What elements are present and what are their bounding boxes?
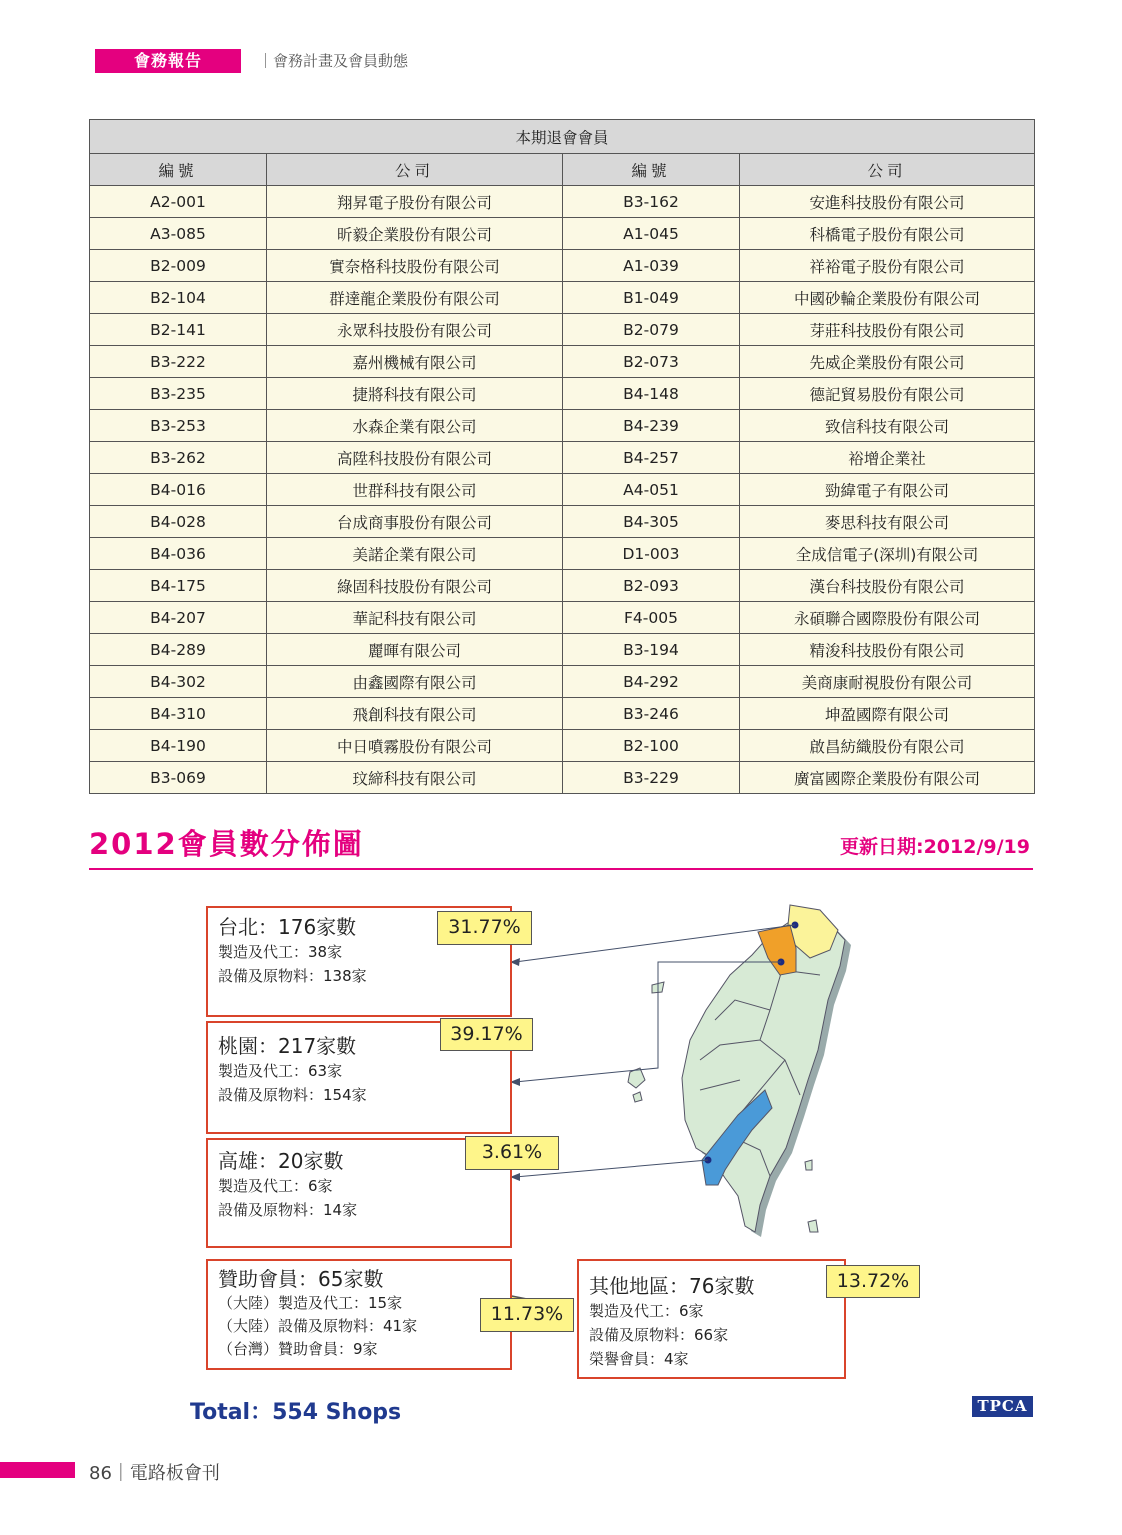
update-date: 更新日期:2012/9/19	[839, 836, 1030, 858]
company-name-cell: 裕增企業社	[740, 442, 1035, 474]
table-caption: 本期退會會員	[90, 120, 1035, 154]
member-id-cell: B4-207	[90, 602, 267, 634]
region-line: （台灣）贊助會員：9家	[218, 1340, 378, 1358]
company-name-cell: 中日噴霧股份有限公司	[267, 730, 563, 762]
company-name-cell: 高陞科技股份有限公司	[267, 442, 563, 474]
member-id-cell: B3-262	[90, 442, 267, 474]
company-name-cell: 勁緯電子有限公司	[740, 474, 1035, 506]
member-id-cell: A2-001	[90, 186, 267, 218]
member-id-cell: B2-073	[563, 346, 740, 378]
region-title: 桃園：217家數	[218, 1034, 357, 1058]
member-id-cell: B4-292	[563, 666, 740, 698]
company-name-cell: 永碩聯合國際股份有限公司	[740, 602, 1035, 634]
member-id-cell: B4-289	[90, 634, 267, 666]
region-line: 設備及原物料：66家	[589, 1326, 729, 1344]
member-id-cell: B3-222	[90, 346, 267, 378]
company-name-cell: 飛創科技有限公司	[267, 698, 563, 730]
region-line: 設備及原物料：154家	[218, 1086, 367, 1104]
company-name-cell: 全成信電子(深圳)有限公司	[740, 538, 1035, 570]
company-name-cell: 科橋電子股份有限公司	[740, 218, 1035, 250]
section-subtitle: ｜會務計畫及會員動態	[258, 52, 409, 70]
member-id-cell: B2-100	[563, 730, 740, 762]
company-name-cell: 先威企業股份有限公司	[740, 346, 1035, 378]
region-card-other	[577, 1259, 846, 1379]
member-id-cell: B3-162	[563, 186, 740, 218]
company-name-cell: 啟昌紡織股份有限公司	[740, 730, 1035, 762]
company-name-cell: 坤盈國際有限公司	[740, 698, 1035, 730]
region-line: （大陸）設備及原物料：41家	[218, 1317, 418, 1335]
member-id-cell: D1-003	[563, 538, 740, 570]
member-id-cell: B4-239	[563, 410, 740, 442]
pct-badge-other: 13.72%	[826, 1265, 920, 1298]
region-title: 其他地區：76家數	[589, 1274, 755, 1298]
company-name-cell: 漢台科技股份有限公司	[740, 570, 1035, 602]
region-line: 製造及代工：63家	[218, 1062, 343, 1080]
company-name-cell: 翔昇電子股份有限公司	[267, 186, 563, 218]
member-id-cell: B4-148	[563, 378, 740, 410]
member-id-cell: A1-039	[563, 250, 740, 282]
region-title: 贊助會員：65家數	[218, 1267, 384, 1291]
company-name-cell: 實奈格科技股份有限公司	[267, 250, 563, 282]
total-shops: Total：554 Shops	[190, 1400, 402, 1425]
member-id-cell: B4-190	[90, 730, 267, 762]
member-id-cell: B2-093	[563, 570, 740, 602]
region-line: 設備及原物料：138家	[218, 967, 367, 985]
company-name-cell: 廣富國際企業股份有限公司	[740, 762, 1035, 794]
region-line: 榮譽會員：4家	[589, 1350, 689, 1368]
company-name-cell: 昕毅企業股份有限公司	[267, 218, 563, 250]
member-id-cell: B4-305	[563, 506, 740, 538]
member-id-cell: B2-079	[563, 314, 740, 346]
company-name-cell: 永眾科技股份有限公司	[267, 314, 563, 346]
region-line: 製造及代工：6家	[589, 1302, 704, 1320]
chart-title: 2012會員數分佈圖	[89, 827, 364, 861]
company-name-cell: 精浚科技股份有限公司	[740, 634, 1035, 666]
company-name-cell: 美商康耐視股份有限公司	[740, 666, 1035, 698]
tpca-logo: TPCA	[972, 1396, 1033, 1417]
region-line: 設備及原物料：14家	[218, 1201, 358, 1219]
company-name-cell: 芽莊科技股份有限公司	[740, 314, 1035, 346]
region-line: 製造及代工：38家	[218, 943, 343, 961]
company-name-cell: 麥思科技有限公司	[740, 506, 1035, 538]
col-header-company: 公司	[267, 154, 563, 186]
member-id-cell: B3-229	[563, 762, 740, 794]
region-card-sponsor	[206, 1259, 512, 1370]
company-name-cell: 水森企業有限公司	[267, 410, 563, 442]
company-name-cell: 致信科技有限公司	[740, 410, 1035, 442]
member-id-cell: B4-302	[90, 666, 267, 698]
company-name-cell: 由鑫國際有限公司	[267, 666, 563, 698]
member-id-cell: B3-194	[563, 634, 740, 666]
member-id-cell: B3-235	[90, 378, 267, 410]
company-name-cell: 捷將科技有限公司	[267, 378, 563, 410]
member-id-cell: F4-005	[563, 602, 740, 634]
member-id-cell: B2-009	[90, 250, 267, 282]
company-name-cell: 祥裕電子股份有限公司	[740, 250, 1035, 282]
pct-badge-kaohsiung: 3.61%	[465, 1136, 559, 1170]
member-id-cell: B3-069	[90, 762, 267, 794]
company-name-cell: 安進科技股份有限公司	[740, 186, 1035, 218]
member-id-cell: B4-028	[90, 506, 267, 538]
region-title: 台北：176家數	[218, 915, 357, 939]
member-id-cell: B3-253	[90, 410, 267, 442]
member-id-cell: A1-045	[563, 218, 740, 250]
region-line: （大陸）製造及代工：15家	[218, 1294, 403, 1312]
company-name-cell: 麗暉有限公司	[267, 634, 563, 666]
member-id-cell: B4-257	[563, 442, 740, 474]
col-header-id: 編號	[90, 154, 267, 186]
company-name-cell: 世群科技有限公司	[267, 474, 563, 506]
member-id-cell: B4-310	[90, 698, 267, 730]
pct-badge-taipei: 31.77%	[437, 911, 532, 945]
section-tag: 會務報告	[95, 49, 241, 73]
footer-accent-bar	[0, 1462, 75, 1478]
member-id-cell: B4-175	[90, 570, 267, 602]
member-id-cell: B4-016	[90, 474, 267, 506]
member-id-cell: B3-246	[563, 698, 740, 730]
page-footer: 86｜電路板會刊	[89, 1463, 220, 1484]
col-header-id: 編號	[563, 154, 740, 186]
company-name-cell: 玟締科技有限公司	[267, 762, 563, 794]
region-title: 高雄：20家數	[218, 1149, 344, 1173]
pct-badge-sponsor: 11.73%	[480, 1298, 574, 1332]
company-name-cell: 德記貿易股份有限公司	[740, 378, 1035, 410]
company-name-cell: 綠固科技股份有限公司	[267, 570, 563, 602]
member-id-cell: B4-036	[90, 538, 267, 570]
pct-badge-taoyuan: 39.17%	[440, 1018, 533, 1051]
member-id-cell: B2-141	[90, 314, 267, 346]
region-line: 製造及代工：6家	[218, 1177, 333, 1195]
member-id-cell: B1-049	[563, 282, 740, 314]
member-id-cell: A3-085	[90, 218, 267, 250]
member-id-cell: B2-104	[90, 282, 267, 314]
company-name-cell: 美諾企業有限公司	[267, 538, 563, 570]
company-name-cell: 華記科技有限公司	[267, 602, 563, 634]
company-name-cell: 中國砂輪企業股份有限公司	[740, 282, 1035, 314]
company-name-cell: 嘉州機械有限公司	[267, 346, 563, 378]
company-name-cell: 台成商事股份有限公司	[267, 506, 563, 538]
col-header-company: 公司	[740, 154, 1035, 186]
company-name-cell: 群達龍企業股份有限公司	[267, 282, 563, 314]
member-id-cell: A4-051	[563, 474, 740, 506]
